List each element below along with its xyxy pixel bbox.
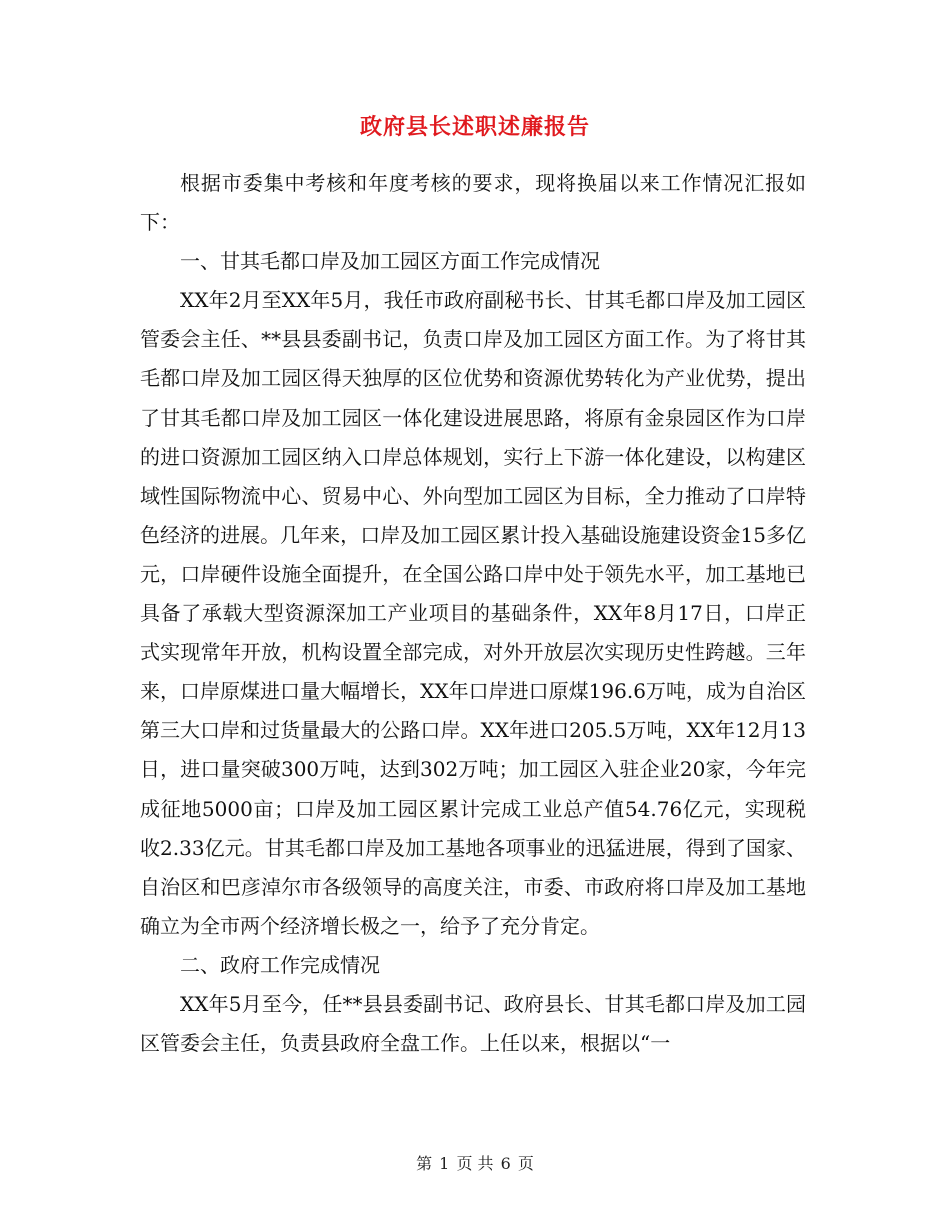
paragraph-intro: 根据市委集中考核和年度考核的要求，现将换届以来工作情况汇报如下： xyxy=(140,171,806,235)
footer-total-pages: 6 xyxy=(500,1154,511,1173)
footer-middle: 页 共 xyxy=(456,1154,494,1173)
document-body xyxy=(140,164,806,1063)
footer-prefix: 第 xyxy=(416,1154,433,1173)
footer-current-page: 1 xyxy=(439,1154,450,1173)
section-heading-1: 一、甘其毛都口岸及加工园区方面工作完成情况 xyxy=(180,249,600,274)
document-title: 政府县长述职述廉报告 xyxy=(359,114,590,140)
page-footer xyxy=(0,1153,950,1175)
section-heading-2: 二、政府工作完成情况 xyxy=(180,952,380,977)
footer-suffix: 页 xyxy=(517,1154,534,1173)
paragraph-section-1: XX年2月至XX年5月，我任市政府副秘书长、甘其毛都口岸及加工园区管委会主任、**县县委副书记，负责口岸及加工园区方面工作。为了将甘其毛都口岸及加工园区得天独厚的区位优势和资源优势转化为产业优势，提出了甘其毛都口岸及加工园区一体化建设进展思路，将原有金泉园区作为口岸的进口资源加工园区纳入口岸总体规划，实行上下游一体化建设，以构建区域性国际物流中心、贸易中心、外向型加工园区为目标，全力推动了口岸特色经济的进展。几年来，口岸及加工园区累计投入基础设施建设资金15多亿元，口岸硬件设施全面提升，在全国公路口岸中处于领先水平，加工基地已具备了承载大型资源深加工产业项目的基础条件，XX年8月17日，口岸正式实现常年开放，机构设置全部完成，对外开放层次实现历史性跨越。三年来，口岸原煤进口量大幅增长，XX年口岸进口原煤196.6万吨，成为自治区第三大口岸和过货量最大的公路口岸。XX年进口205.5万吨，XX年12月13日，进口量突破300万吨，达到302万吨；加工园区入驻企业20家，今年完成征地5000亩；口岸及加工园区累计完成工业总产值54.76亿元，实现税收2.33亿元。甘其毛都口岸及加工基地各项事业的迅猛进展，得到了国家、自治区和巴彦淖尔市各级领导的高度关注，市委、市政府将口岸及加工基地确立为全市两个经济增长极之一，给予了充分肯定。 xyxy=(140,288,806,938)
paragraph-section-2: XX年5月至今，任**县县委副书记、政府县长、甘其毛都口岸及加工园区管委会主任，负责县政府全盘工作。上任以来，根据以“一 xyxy=(140,991,806,1056)
